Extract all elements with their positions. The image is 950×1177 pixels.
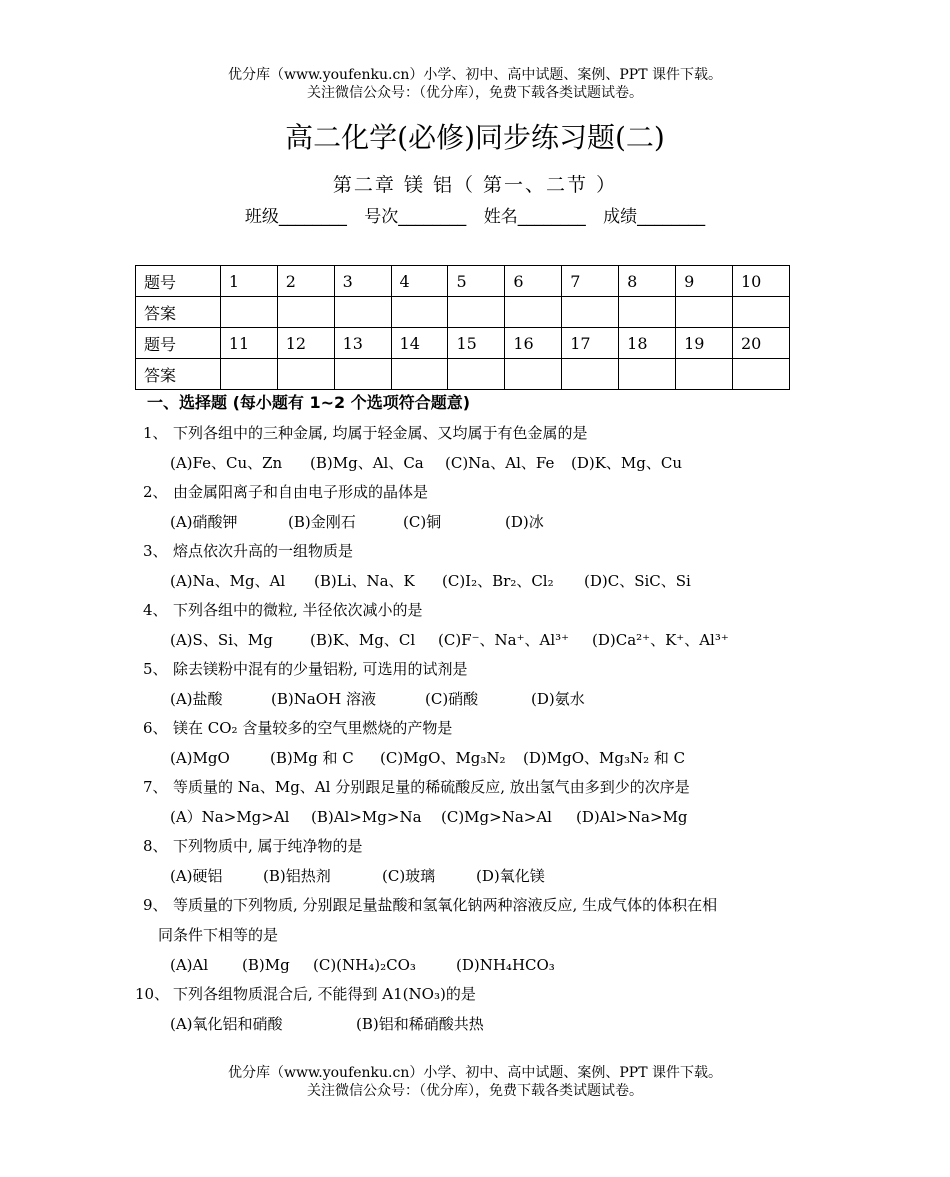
question-6 (143, 717, 452, 739)
option-c: (C)硝酸 (425, 690, 479, 708)
row-label-answer: 答案 (136, 297, 221, 328)
number-cell: 3 (334, 266, 391, 297)
answer-cell[interactable] (334, 297, 391, 328)
answer-cell[interactable] (619, 297, 676, 328)
option-a: (A)硬铝 (170, 867, 223, 885)
question-text: 下列各组中的微粒, 半径依次减小的是 (173, 601, 423, 619)
row-label-number: 题号 (136, 328, 221, 359)
number-cell: 10 (732, 266, 789, 297)
option-d: (D)NH₄HCO₃ (456, 956, 555, 974)
answer-cell[interactable] (505, 297, 562, 328)
question-1-options (170, 452, 682, 474)
answer-cell[interactable] (277, 359, 334, 390)
option-d: (D)Al>Na>Mg (576, 808, 688, 826)
question-3-options (170, 570, 691, 592)
option-b: (B)K、Mg、Cl (310, 631, 416, 649)
question-text: 镁在 CO₂ 含量较多的空气里燃烧的产物是 (173, 719, 453, 737)
answer-cell[interactable] (220, 359, 277, 390)
question-text: 由金属阳离子和自由电子形成的晶体是 (173, 483, 429, 501)
question-10 (135, 983, 476, 1005)
question-text: 下列物质中, 属于纯净物的是 (173, 837, 363, 855)
option-b: (B)铝热剂 (263, 867, 331, 885)
option-c: (C)(NH₄)₂CO₃ (313, 956, 416, 974)
option-b: (B)Mg、Al、Ca (310, 454, 424, 472)
question-9-options (170, 954, 555, 976)
number-cell: 1 (220, 266, 277, 297)
option-b: (B)Li、Na、K (314, 572, 415, 590)
option-c: (C)I₂、Br₂、Cl₂ (442, 572, 554, 590)
answer-table (135, 265, 790, 390)
option-a: (A)Fe、Cu、Zn (170, 454, 283, 472)
answer-cell[interactable] (562, 297, 619, 328)
header-line-1: 优分库（www.youfenku.cn）小学、初中、高中试题、案例、PPT 课件下载。 (227, 67, 722, 83)
number-cell: 14 (391, 328, 448, 359)
question-3 (143, 540, 353, 562)
answer-cell[interactable] (334, 359, 391, 390)
question-8 (143, 835, 363, 857)
number-cell: 16 (505, 328, 562, 359)
answer-cell[interactable] (391, 297, 448, 328)
number-cell: 4 (391, 266, 448, 297)
question-text: 除去镁粉中混有的少量铝粉, 可选用的试剂是 (173, 660, 468, 678)
question-number: 1、 (143, 424, 168, 442)
option-a: (A）Na>Mg>Al (170, 808, 290, 826)
header-line-2: 关注微信公众号：（优分库），免费下载各类试题试卷。 (307, 85, 643, 101)
question-2-options (170, 511, 544, 533)
option-b: (B)Al>Mg>Na (311, 808, 422, 826)
number-cell: 15 (448, 328, 505, 359)
option-c: (C)铜 (403, 513, 442, 531)
question-number: 3、 (143, 542, 168, 560)
option-a: (A)盐酸 (170, 690, 223, 708)
row-label-answer: 答案 (136, 359, 221, 390)
seat-number-field: 号次________ (364, 207, 467, 227)
question-5 (143, 658, 468, 680)
question-number: 4、 (143, 601, 168, 619)
question-9-continuation: 同条件下相等的是 (158, 926, 279, 944)
footer-line-1: 优分库（www.youfenku.cn）小学、初中、高中试题、案例、PPT 课件下载。 (227, 1065, 722, 1081)
page-subtitle: 第二章 镁 铝（ 第一、二节 ） (332, 174, 618, 196)
number-cell: 6 (505, 266, 562, 297)
answer-cell[interactable] (505, 359, 562, 390)
question-text: 下列各组物质混合后, 不能得到 A1(NO₃)的是 (173, 985, 476, 1003)
question-number: 2、 (143, 483, 168, 501)
question-10-options (170, 1013, 484, 1035)
question-number: 5、 (143, 660, 168, 678)
question-2 (143, 481, 428, 503)
answer-cell[interactable] (732, 297, 789, 328)
option-b: (B)NaOH 溶液 (271, 690, 376, 708)
option-a: (A)氧化铝和硝酸 (170, 1015, 283, 1033)
answer-cell[interactable] (732, 359, 789, 390)
page-title: 高二化学(必修)同步练习题(二) (285, 121, 665, 154)
question-6-options (170, 747, 685, 769)
number-cell: 7 (562, 266, 619, 297)
score-field: 成绩________ (603, 207, 706, 227)
row-label-number: 题号 (136, 266, 221, 297)
answer-cell[interactable] (448, 297, 505, 328)
question-number: 9、 (143, 896, 168, 914)
option-b: (B)金刚石 (288, 513, 356, 531)
option-d: (D)K、Mg、Cu (571, 454, 683, 472)
option-d: (D)氧化镁 (476, 867, 545, 885)
number-cell: 5 (448, 266, 505, 297)
answer-cell[interactable] (448, 359, 505, 390)
option-c: (C)Mg>Na>Al (441, 808, 552, 826)
number-cell: 11 (220, 328, 277, 359)
option-a: (A)Na、Mg、Al (170, 572, 286, 590)
question-8-options (170, 865, 545, 887)
question-9 (143, 894, 717, 916)
question-7 (143, 776, 690, 798)
number-cell: 19 (676, 328, 733, 359)
question-text: 等质量的下列物质, 分别跟足量盐酸和氢氧化钠两种溶液反应, 生成气体的体积在相 (173, 896, 718, 914)
question-4-options (170, 629, 729, 651)
option-d: (D)冰 (505, 513, 544, 531)
answer-cell[interactable] (277, 297, 334, 328)
question-text: 下列各组中的三种金属, 均属于轻金属、又均属于有色金属的是 (173, 424, 588, 442)
option-b: (B)Mg (242, 956, 290, 974)
number-cell: 8 (619, 266, 676, 297)
option-c: (C)Na、Al、Fe (445, 454, 555, 472)
answer-cell[interactable] (619, 359, 676, 390)
question-number: 7、 (143, 778, 168, 796)
option-b: (B)铝和稀硝酸共热 (356, 1015, 484, 1033)
question-text: 等质量的 Na、Mg、Al 分别跟足量的稀硫酸反应, 放出氢气由多到少的次序是 (173, 778, 690, 796)
question-number: 10、 (135, 985, 170, 1003)
number-cell: 20 (732, 328, 789, 359)
answer-table-row-answers-2 (136, 359, 790, 390)
student-info-line (0, 204, 950, 230)
footer-line-2: 关注微信公众号：（优分库），免费下载各类试题试卷。 (307, 1083, 643, 1099)
option-d: (D)氨水 (531, 690, 585, 708)
number-cell: 13 (334, 328, 391, 359)
question-number: 8、 (143, 837, 168, 855)
answer-cell[interactable] (391, 359, 448, 390)
option-c: (C)玻璃 (382, 867, 436, 885)
option-c: (C)F⁻、Na⁺、Al³⁺ (438, 631, 570, 649)
answer-table-row-numbers-1 (136, 266, 790, 297)
question-5-options (170, 688, 585, 710)
answer-cell[interactable] (220, 297, 277, 328)
number-cell: 12 (277, 328, 334, 359)
option-d: (D)C、SiC、Si (584, 572, 691, 590)
question-number: 6、 (143, 719, 168, 737)
number-cell: 18 (619, 328, 676, 359)
option-a: (A)硝酸钾 (170, 513, 238, 531)
answer-cell[interactable] (676, 359, 733, 390)
option-a: (A)S、Si、Mg (170, 631, 273, 649)
option-a: (A)MgO (170, 749, 230, 767)
answer-cell[interactable] (562, 359, 619, 390)
question-text: 熔点依次升高的一组物质是 (173, 542, 354, 560)
question-7-options (170, 806, 688, 828)
answer-cell[interactable] (676, 297, 733, 328)
answer-table-row-answers-1 (136, 297, 790, 328)
option-b: (B)Mg 和 C (270, 749, 354, 767)
number-cell: 9 (676, 266, 733, 297)
name-field: 姓名________ (483, 207, 586, 227)
option-c: (C)MgO、Mg₃N₂ (380, 749, 506, 767)
number-cell: 2 (277, 266, 334, 297)
question-1 (143, 422, 588, 444)
class-field: 班级________ (244, 207, 347, 227)
option-a: (A)Al (170, 956, 209, 974)
question-4 (143, 599, 423, 621)
option-d: (D)MgO、Mg₃N₂ 和 C (523, 749, 686, 767)
option-d: (D)Ca²⁺、K⁺、Al³⁺ (592, 631, 729, 649)
section-heading: 一、选择题 (每小题有 1~2 个选项符合题意) (147, 393, 471, 412)
number-cell: 17 (562, 328, 619, 359)
answer-table-row-numbers-2 (136, 328, 790, 359)
